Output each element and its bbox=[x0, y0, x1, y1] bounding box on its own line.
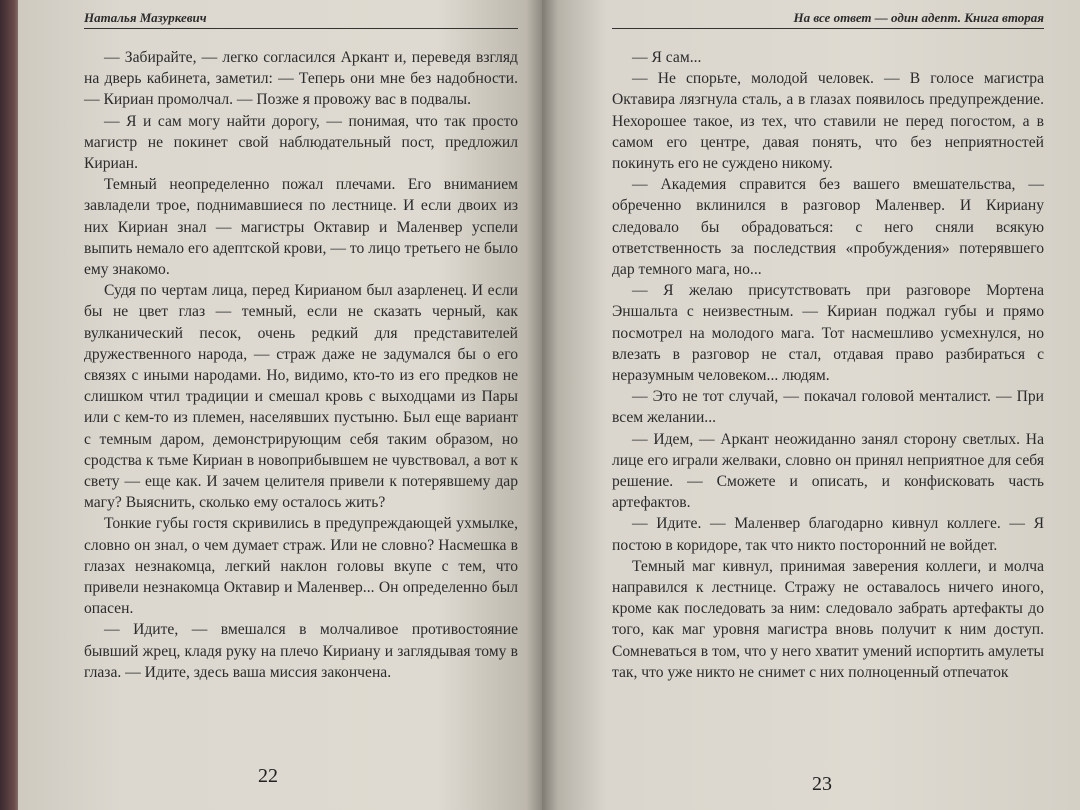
right-page bbox=[542, 0, 1080, 810]
left-page bbox=[18, 0, 542, 810]
paragraph: — Идите. — Маленвер благодарно кивнул коллеге. — Я постою в коридоре, так что никто посторонний не войдет. bbox=[612, 515, 1044, 554]
paragraph: — Я и сам могу найти дорогу, — понимая, что так просто магистр не покинет свой наблюдательный пост, предложил Кириан. bbox=[84, 112, 518, 173]
paragraph: — Забирайте, — легко согласился Аркант и, переведя взгляд на дверь кабинета, заметил: — Теперь они мне без надобности. — Кириан промолчал. — Позже я провожу вас в подвалы. bbox=[84, 49, 518, 109]
paragraph: — Идите, — вмешался в молчаливое противостояние бывший жрец, кладя руку на плечо Кириану и заглядывая тому в глаза. — Идите, здесь ваша миссия закончена. bbox=[84, 621, 518, 681]
paragraph: — Это не тот случай, — покачал головой менталист. — При всем желании... bbox=[612, 388, 1044, 427]
left-page-header: Наталья Мазуркевич bbox=[84, 8, 518, 29]
paragraph: Темный маг кивнул, принимая заверения коллеги, и молча направился к лестнице. Стражу не оставалось ничего иного, кроме как последовать за ним: следовало забрать артефакты до того, как маг уровня магистра вновь получит к ним доступ. Сомневаться в том, что у него хватит умений испортить амулеты так, что уже никто не снимет с них полноценный отпечаток bbox=[612, 557, 1044, 681]
left-page-text bbox=[84, 47, 518, 683]
paragraph: — Я желаю присутствовать при разговоре Мортена Эншальта с неизвестным. — Кириан поджал губы и прямо посмотрел на молодого мага. Тот насмешливо усмехнулся, но влезать в разговор не стал, отдавая право разбираться с неразумным человеком... людям. bbox=[612, 282, 1044, 385]
paragraph: — Я сам... bbox=[632, 49, 702, 66]
right-page-text bbox=[612, 47, 1044, 683]
paragraph: — Академия справится без вашего вмешательства, — обреченно вклинился в разговор Маленвер. И Кириану следовало бы обрадоваться: с него сняли всякую ответственность за последствия «пробуждения» потерявшего дар темного мага, но... bbox=[612, 176, 1044, 279]
paragraph: Тонкие губы гостя скривились в предупреждающей ухмылке, словно он знал, о чем думает страж. Или не словно? Насмешка в глазах незнакомца, легкий наклон головы вкупе с тем, что привели незнакомца Октавир и Маленвер... Он определенно был опасен. bbox=[84, 515, 518, 618]
paragraph: — Не спорьте, молодой человек. — В голосе магистра Октавира лязгнула сталь, а в глазах появилось предупреждение. Нехорошее такое, из тех, что ставили не перед погостом, а в самом его центре, давая понять, что без неприятностей покинуть его не суждено никому. bbox=[612, 70, 1044, 173]
right-page-number: 23 bbox=[812, 773, 832, 795]
paragraph: Темный неопределенно пожал плечами. Его вниманием завладели трое, поднимавшиеся по лестнице. И если двоих из них Кириан знал — магистры Октавир и Маленвер успели выпить немало его адептской крови, — то лицо третьего не было ему знакомо. bbox=[84, 176, 518, 279]
paragraph: Судя по чертам лица, перед Кирианом был азарленец. И если бы не цвет глаз — темный, если не сказать черный, как вулканический песок, очень редкий для представителей дружественного народа, — страж даже не задумался бы о его связях с иными народами. Но, видимо, кто-то из его предков не слишком чтил традиции и смешал кровь с выходцами из Пары или с кем-то из племен, населявших пустыню. Был еще вариант с темным даром, демонстрирующим себя таким образом, но сродства к тьме Кириан в новоприбывшем не чувствовал, а вот к свету — еще как. И зачем целителя привели к потерявшему дар магу? Выяснить, сколько ему осталось жить? bbox=[84, 282, 518, 512]
left-page-number: 22 bbox=[258, 765, 278, 787]
right-page-header: На все ответ — один адепт. Книга вторая bbox=[612, 8, 1044, 29]
paragraph: — Идем, — Аркант неожиданно занял сторону светлых. На лице его играли желваки, словно он принял неприятное для себя решение. — Сможете и описать, и конфисковать часть артефактов. bbox=[612, 430, 1044, 512]
